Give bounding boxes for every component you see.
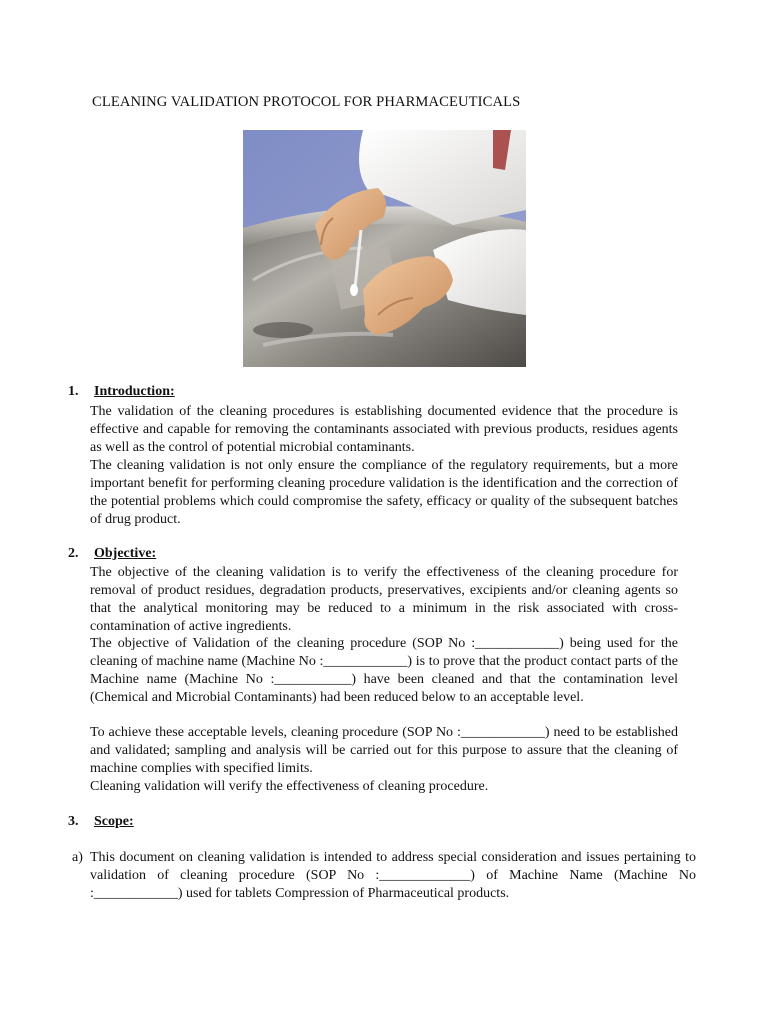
scope-item-marker: a) bbox=[72, 850, 83, 865]
scope-item bbox=[72, 849, 696, 903]
section-number: 3. bbox=[68, 814, 79, 829]
section-3-heading bbox=[68, 814, 134, 830]
section-number: 2. bbox=[68, 546, 79, 561]
gloved-hands-swabbing-icon bbox=[243, 130, 526, 367]
objective-paragraph: The objective of the cleaning validation is to verify the effectiveness of the cleaning procedure for removal of product residues, degradation products, preservatives, excipients and/or cleaning agents so that the analytical monitoring may be reduced to a minimum in the risk associated with cross-contamination of active ingredients. bbox=[90, 565, 678, 634]
section-title: Introduction: bbox=[94, 384, 175, 399]
objective-paragraph: The objective of Validation of the cleaning procedure (SOP No :____________) being used for the cleaning of machine name (Machine No :____________) is to prove that the product contact parts of the Machine name (Machine No :___________) have been cleaned and that the contamination level (Chemical and Microbial Contaminants) had been reduced below to an acceptable level. bbox=[90, 636, 678, 705]
section-title: Objective: bbox=[94, 546, 157, 561]
section-number: 1. bbox=[68, 384, 79, 399]
document-title: CLEANING VALIDATION PROTOCOL FOR PHARMACEUTICALS bbox=[92, 94, 521, 110]
section-1-heading bbox=[68, 384, 175, 400]
section-2-heading bbox=[68, 546, 156, 562]
section-title: Scope: bbox=[94, 814, 134, 829]
intro-paragraph: The cleaning validation is not only ensure the compliance of the regulatory requirements, but a more important benefit for performing cleaning procedure validation is the identification and the correction of the potential problems which could compromise the safety, efficacy or quality of the subsequent batches of drug product. bbox=[90, 458, 678, 527]
cleaning-photo bbox=[243, 130, 526, 367]
intro-paragraph: The validation of the cleaning procedures is establishing documented evidence that the procedure is effective and capable for removing the contaminants associated with previous products, residues agents as well as the control of potential microbial contaminants. bbox=[90, 404, 678, 455]
objective-paragraph: Cleaning validation will verify the effectiveness of cleaning procedure. bbox=[90, 779, 489, 794]
scope-item-text: This document on cleaning validation is intended to address special consideration and issues pertaining to validation of cleaning procedure (SOP No :_____________) of Machine Name (Machine No :____________) used for tablets Compression of Pharmaceutical products. bbox=[90, 850, 696, 901]
objective-paragraph: To achieve these acceptable levels, cleaning procedure (SOP No :____________) need to be established and validated; sampling and analysis will be carried out for this purpose to assure that the cleaning of machine complies with specified limits. bbox=[90, 725, 678, 776]
